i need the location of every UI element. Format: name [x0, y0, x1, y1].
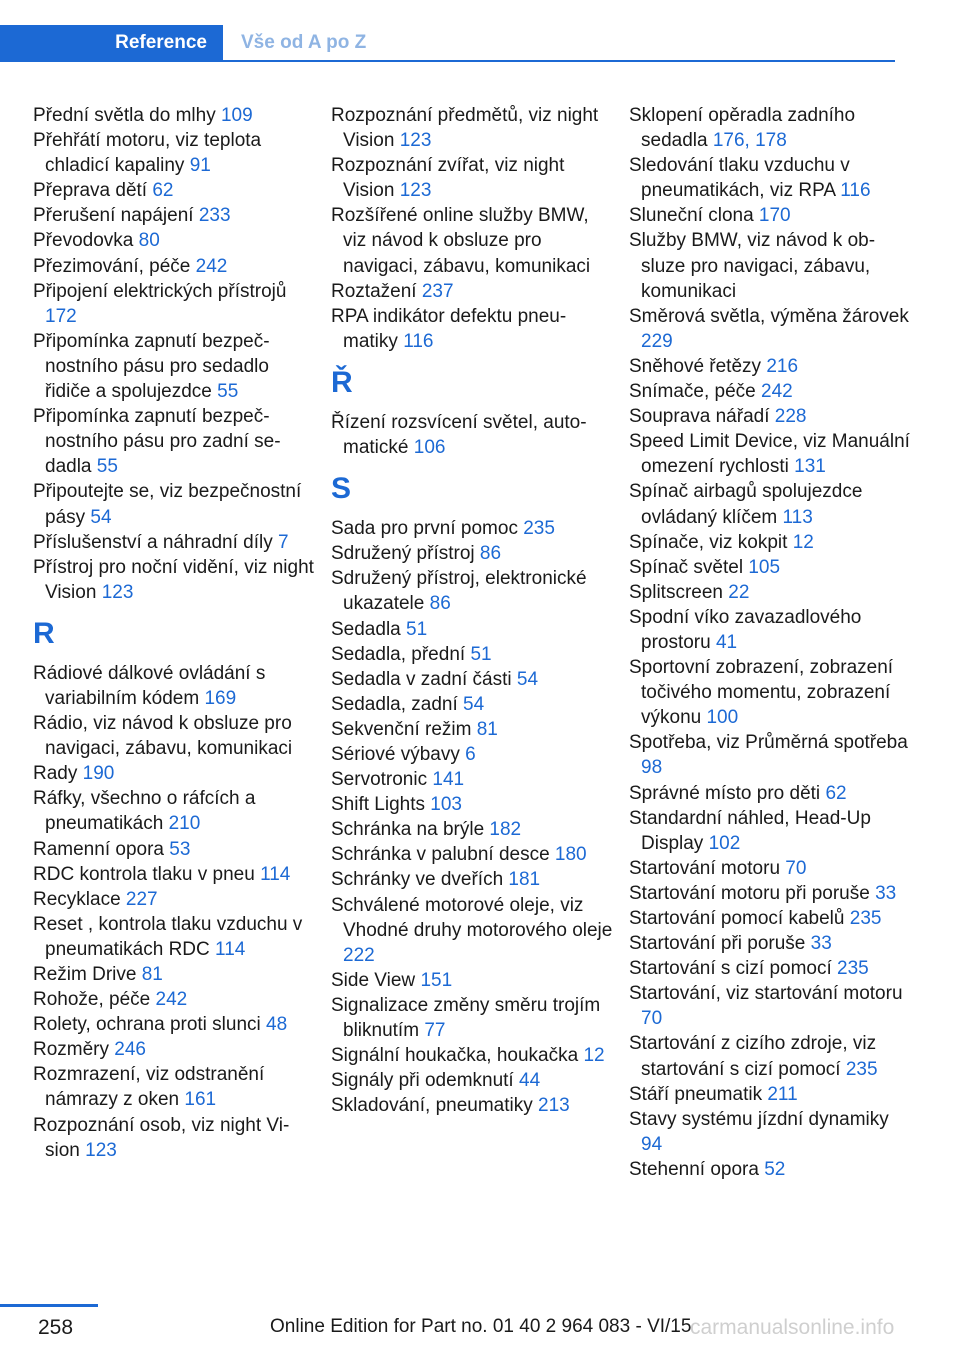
index-entry [629, 379, 911, 404]
footer-divider [0, 1304, 98, 1307]
index-entry-text: Rozměry [33, 1039, 115, 1061]
index-entry-text: Sedadla [331, 618, 407, 640]
page-reference-link[interactable]: 70 [785, 857, 807, 879]
index-entry-text: Spotřeba, viz Průměrná spotřeba [629, 732, 908, 754]
index-entry-text: Příslušenství a náhradní díly [33, 531, 279, 553]
index-entry-text: Připoutejte se, viz bezpečnostní pásy [33, 481, 302, 528]
index-entry-text: Převodovka [33, 230, 139, 252]
index-entry-text: Shift Lights [331, 794, 431, 816]
index-entry [331, 153, 613, 203]
page-reference-link[interactable]: 80 [138, 230, 160, 252]
index-entry [331, 642, 613, 667]
page-reference-link[interactable]: 91 [189, 155, 211, 177]
index-entry-text: Startování s cizí pomocí [629, 958, 838, 980]
index-entry [629, 1107, 911, 1157]
page-header [0, 0, 960, 62]
index-entry [331, 203, 613, 278]
page-reference-link[interactable]: 113 [782, 506, 813, 528]
page-reference-link[interactable]: 216 [766, 355, 799, 377]
index-entry-text: Připomínka zapnutí bezpečnostního pásu pro sedadlo řidiče a spolujezdce [33, 330, 270, 403]
page-reference-link[interactable]: 55 [217, 381, 239, 403]
index-entry [33, 279, 315, 329]
index-entry [33, 661, 315, 711]
page-reference-link[interactable]: 170 [758, 205, 791, 227]
index-entry [629, 906, 911, 931]
index-entry [33, 1037, 315, 1062]
index-entry [33, 912, 315, 962]
index-entry [331, 667, 613, 692]
tab-az-index[interactable]: Vše od A po Z [241, 31, 367, 53]
index-entry-text: Spínače, viz kokpit [629, 531, 793, 553]
index-entry [33, 479, 315, 529]
page-reference-link[interactable]: 54 [516, 668, 539, 690]
page-reference-link[interactable]: 81 [141, 964, 163, 985]
page-reference-link[interactable]: 44 [519, 1070, 541, 1092]
index-entry-text: Signalizace změny směru trojím bliknutím [331, 994, 601, 1041]
index-entry [629, 203, 911, 228]
page-reference-link[interactable]: 86 [429, 593, 451, 615]
index-entry-text: Standardní náhled, Head-Up Display [629, 807, 871, 854]
index-entry-text: Rozpoznání předmětů, viz night Vision [331, 105, 599, 152]
page-reference-link[interactable]: 211 [767, 1083, 798, 1105]
page-reference-link[interactable]: 100 [706, 707, 739, 729]
index-entry-text: Rozšířené online služby BMW, viz návod k obsluze pro navigaci, zábavu, komunikaci [331, 205, 591, 277]
header-divider [0, 60, 895, 62]
page-reference-link[interactable]: 213 [538, 1095, 570, 1117]
index-entry [33, 962, 315, 987]
page-reference-link[interactable]: 54 [90, 506, 112, 528]
index-entry [33, 1012, 315, 1037]
index-entry [629, 931, 911, 956]
index-entry [33, 887, 315, 912]
page-reference-link[interactable]: 55 [96, 456, 118, 478]
index-entry [629, 806, 911, 856]
index-entry [629, 881, 911, 906]
index-entry [331, 968, 613, 993]
page-number: 258 [38, 1316, 74, 1339]
page-reference-link[interactable]: 81 [476, 718, 498, 740]
page-reference-link[interactable]: 123 [85, 1139, 117, 1161]
index-entry-text: Sledování tlaku vzduchu v pneumatikách, viz RPA [629, 155, 850, 202]
page-reference-link[interactable]: 114 [260, 863, 291, 885]
index-entry-text: Souprava nářadí [629, 406, 775, 428]
page-reference-link[interactable]: 161 [184, 1089, 217, 1111]
page-reference-link[interactable]: 182 [489, 819, 522, 841]
page-reference-link[interactable]: 33 [810, 933, 832, 955]
index-entry-text: Snímače, péče [629, 381, 762, 403]
index-entry [629, 404, 911, 429]
index-entry [33, 329, 315, 404]
index-entry-text: Reset , kontrola tlaku vzduchu v pneumatikách RDC [33, 913, 303, 960]
index-entry [33, 530, 315, 555]
index-entry [629, 981, 911, 1031]
index-entry [331, 742, 613, 767]
index-entry [33, 555, 315, 605]
index-entry-text: Rádiové dálkové ovládání s variabilním kódem [33, 662, 266, 709]
index-entry [33, 254, 315, 279]
page-reference-link[interactable]: 109 [220, 105, 253, 126]
page-reference-link[interactable]: 233 [198, 205, 231, 227]
index-entry [629, 354, 911, 379]
page-reference-link[interactable]: 33 [875, 882, 897, 904]
index-entry-text: Side View [331, 969, 421, 991]
page-reference-link[interactable]: 123 [399, 180, 432, 202]
page-reference-link[interactable]: 52 [764, 1158, 786, 1180]
index-entry-text: Startování motoru [629, 857, 786, 879]
page-reference-link[interactable]: 229 [641, 330, 673, 352]
index-entry [331, 1068, 613, 1093]
page-reference-link[interactable]: 235 [837, 958, 869, 980]
index-entry [33, 862, 315, 887]
index-entry-text: Přední světla do mlhy [33, 105, 221, 126]
page-reference-link[interactable]: 180 [554, 844, 587, 866]
page-reference-link[interactable]: 12 [792, 531, 814, 553]
page-reference-link[interactable]: 222 [343, 944, 375, 966]
page-reference-link[interactable]: 22 [728, 581, 750, 603]
index-letter-heading: Ř [331, 365, 353, 399]
page-reference-link[interactable]: 242 [155, 989, 188, 1011]
index-entry-text: Sdružený přístroj, elektronické ukazatele [331, 568, 587, 615]
index-entry [33, 837, 315, 862]
index-entry-text: Spínač airbagů spolujezdce ovládaný klíčem [629, 481, 863, 528]
page-reference-link[interactable]: 235 [523, 518, 555, 540]
page-reference-link[interactable]: 102 [708, 832, 741, 854]
index-entry-text: Sada pro první pomoc [331, 518, 524, 540]
index-entry [629, 730, 911, 780]
index-entry-text: Přezimování, péče [33, 255, 196, 277]
index-entry-text: Přístroj pro noční vidění, viz night Vision [33, 556, 314, 603]
page-reference-link[interactable]: 181 [508, 869, 541, 891]
page-reference-link[interactable]: 53 [169, 838, 191, 860]
index-entry [629, 781, 911, 806]
index-entry-text: Ráfky, všechno o ráfcích a pneumatikách [33, 788, 256, 835]
index-entry [331, 867, 613, 892]
index-entry-text: Sedadla v zadní části [331, 668, 517, 690]
index-entry [331, 692, 613, 717]
tab-reference[interactable]: Reference [0, 25, 223, 60]
index-entry-text: Stehenní opora [629, 1158, 765, 1180]
page-reference-link[interactable]: 62 [152, 180, 174, 202]
index-entry [629, 1157, 911, 1182]
index-entry [629, 103, 911, 153]
page-reference-link[interactable]: 210 [168, 813, 201, 835]
index-entry-text: Sériové výbavy [331, 743, 466, 765]
index-entry [331, 993, 613, 1043]
page-reference-link[interactable]: 114 [215, 938, 246, 960]
page-reference-link[interactable]: 123 [399, 130, 432, 152]
index-entry [33, 103, 315, 128]
page-reference-link[interactable]: 7 [278, 531, 289, 553]
index-entry-text: Schválené motorové oleje, viz Vhodné druhy motorového oleje [331, 894, 613, 941]
page-reference-link[interactable]: 123 [101, 581, 134, 603]
index-column-3 [629, 103, 911, 1182]
index-entry-text: Sklopení opěradla zadního sedadla [629, 105, 856, 152]
index-entry-text: Spínač světel [629, 556, 749, 578]
index-entry-text: Schránka v palubní desce [331, 844, 555, 866]
index-entry [629, 856, 911, 881]
page-reference-link[interactable]: 54 [463, 693, 485, 715]
edition-note: Online Edition for Part no. 01 40 2 964 083 - VI/15 [270, 1316, 692, 1337]
index-entry [331, 767, 613, 792]
index-entry-text: Sportovní zobrazení, zobrazení točivého momentu, zobrazení výkonu [629, 657, 894, 729]
index-entry [331, 410, 613, 460]
page-reference-link[interactable]: 151 [420, 969, 453, 991]
page-reference-link[interactable]: 51 [406, 618, 428, 640]
index-entry-text: Rohože, péče [33, 989, 156, 1011]
index-entry-text: Startování, viz startování motoru [629, 983, 903, 1005]
index-entry [331, 617, 613, 642]
index-entry-text: Speed Limit Device, viz Manuální omezení rychlosti [629, 431, 910, 478]
page-reference-link[interactable]: 242 [761, 381, 793, 403]
page-reference-link[interactable]: 48 [266, 1014, 288, 1036]
index-entry-text: Rozpoznání osob, viz night Vision [33, 1114, 290, 1161]
index-entry-text: Přeprava dětí [33, 180, 153, 202]
index-entry-text: Služby BMW, viz návod k obsluze pro navigaci, zábavu, komunikaci [629, 230, 876, 302]
index-entry [331, 304, 613, 354]
index-entry-text: Sdružený přístroj [331, 543, 480, 565]
index-entry [331, 717, 613, 742]
page-reference-link[interactable]: 70 [641, 1008, 663, 1030]
index-entry [629, 479, 911, 529]
index-entry [331, 566, 613, 616]
index-column-1 [33, 103, 315, 1163]
index-entry [331, 1043, 613, 1068]
index-entry-text: Sluneční clona [629, 205, 759, 227]
page-reference-link[interactable]: 131 [794, 456, 826, 478]
index-letter-heading: S [331, 472, 352, 506]
page-reference-link[interactable]: 141 [432, 769, 465, 791]
index-entry-text: Splitscreen [629, 581, 729, 603]
index-entry [629, 580, 911, 605]
index-entry [33, 203, 315, 228]
index-entry [629, 605, 911, 655]
index-entry [33, 228, 315, 253]
index-column-2 [331, 103, 613, 1118]
index-entry [629, 304, 911, 354]
index-entry-text: Sedadla, přední [331, 643, 471, 665]
watermark: carmanualsonline.info [690, 1316, 895, 1339]
index-entry [331, 1093, 613, 1118]
index-entry [629, 153, 911, 203]
index-entry [331, 516, 613, 541]
index-entry-text: Servotronic [331, 769, 433, 791]
index-entry-text: Signály při odemknutí [331, 1070, 519, 1092]
index-entry [331, 541, 613, 566]
page-reference-link[interactable]: 190 [82, 763, 115, 785]
page-reference-link[interactable]: 6 [465, 743, 476, 765]
index-entry-text: Rolety, ochrana proti slunci [33, 1014, 267, 1036]
index-entry [33, 761, 315, 786]
index-entry [33, 711, 315, 761]
index-entry [33, 987, 315, 1012]
page-reference-link[interactable]: 172 [45, 305, 77, 327]
page-reference-link[interactable]: 105 [748, 556, 781, 578]
page-reference-link[interactable]: 62 [825, 782, 847, 804]
index-entry-text: Rady [33, 763, 83, 785]
index-entry [629, 956, 911, 981]
page-reference-link[interactable]: 51 [470, 643, 492, 665]
index-entry-text: RPA indikátor defektu pneumatiky [331, 305, 567, 352]
index-entry-text: Startování motoru při poruše [629, 882, 876, 904]
index-entry-text: Přerušení napájení [33, 205, 199, 227]
index-entry-text: Přehřátí motoru, viz teplota chladicí kapaliny [33, 130, 262, 177]
page-reference-link[interactable]: 235 [845, 1058, 878, 1080]
page-reference-link[interactable]: 106 [413, 437, 446, 459]
index-entry-text: Startování při poruše [629, 933, 811, 955]
index-entry [629, 555, 911, 580]
index-entry-text: Ramenní opora [33, 838, 170, 860]
index-entry [331, 279, 613, 304]
index-entry [33, 128, 315, 178]
index-entry [331, 792, 613, 817]
index-entry [33, 786, 315, 836]
page-reference-link[interactable]: 116 [403, 330, 434, 352]
page-reference-link[interactable]: 98 [641, 757, 663, 779]
page-reference-link[interactable]: 12 [583, 1045, 605, 1067]
page-reference-link[interactable]: 176, 178 [712, 130, 787, 152]
index-entry [33, 404, 315, 479]
index-entry-text: Rozmrazení, viz odstranění námrazy z oken [33, 1064, 265, 1111]
index-entry-text: Schránka na brýle [331, 819, 490, 841]
index-entry [629, 530, 911, 555]
page-reference-link[interactable]: 77 [424, 1020, 446, 1041]
index-entry [331, 817, 613, 842]
index-entry-text: Stáří pneumatik [629, 1083, 768, 1105]
index-entry-text: Správné místo pro děti [629, 782, 826, 804]
index-entry-text: Režim Drive [33, 964, 142, 985]
index-entry [331, 103, 613, 153]
index-entry-text: Stavy systému jízdní dynamiky [629, 1108, 889, 1130]
page-reference-link[interactable]: 103 [430, 794, 462, 816]
index-entry [33, 1113, 315, 1163]
index-entry [33, 178, 315, 203]
page-reference-link[interactable]: 86 [479, 543, 502, 565]
index-entry-text: Připojení elektrických přístrojů [33, 280, 287, 302]
index-entry-text: RDC kontrola tlaku v pneu [33, 863, 261, 885]
index-entry-text: Roztažení [331, 280, 422, 302]
index-entry [629, 1082, 911, 1107]
index-entry-text: Řízení rozsvícení světel, automatické [331, 411, 587, 459]
index-entry [629, 429, 911, 479]
index-entry-text: Rozpoznání zvířat, viz night Vision [331, 155, 565, 202]
index-entry-text: Připomínka zapnutí bezpečnostního pásu pro zadní sedadla [33, 406, 281, 478]
index-entry [629, 655, 911, 730]
page-reference-link[interactable]: 246 [114, 1039, 146, 1061]
page-reference-link[interactable]: 116 [840, 180, 871, 202]
page-reference-link[interactable]: 242 [195, 255, 228, 277]
index-entry-text: Startování z cizího zdroje, viz startování s cizí pomocí [629, 1033, 877, 1080]
index-entry-text: Startování pomocí kabelů [629, 908, 850, 929]
index-entry-text: Sněhové řetězy [629, 355, 767, 377]
page-reference-link[interactable]: 94 [641, 1133, 663, 1155]
index-entry [331, 842, 613, 867]
index-entry-text: Sedadla, zadní [331, 693, 464, 715]
index-entry [331, 893, 613, 968]
index-entry-text: Recyklace [33, 888, 126, 910]
index-entry [629, 1031, 911, 1081]
index-entry-text: Rádio, viz návod k obsluze pro navigaci, zábavu, komunikaci [33, 713, 293, 760]
page-reference-link[interactable]: 228 [774, 406, 807, 428]
index-entry-text: Signální houkačka, houkačka [331, 1045, 584, 1067]
index-entry-text: Schránky ve dveřích [331, 869, 509, 891]
index-entry-text: Směrová světla, výměna žárovek [629, 305, 909, 327]
page-reference-link[interactable]: 169 [204, 687, 237, 709]
index-entry [629, 228, 911, 303]
page-reference-link[interactable]: 41 [715, 631, 738, 653]
index-entry-text: Spodní víko zavazadlového prostoru [629, 606, 862, 653]
index-letter-heading: R [33, 616, 55, 650]
index-entry-text: Skladování, pneumatiky [331, 1095, 539, 1117]
index-entry-text: Sekvenční režim [331, 718, 477, 740]
page-reference-link[interactable]: 237 [421, 280, 454, 302]
page-reference-link[interactable]: 235 [849, 908, 882, 929]
index-entry [33, 1062, 315, 1112]
page-reference-link[interactable]: 227 [125, 888, 158, 910]
